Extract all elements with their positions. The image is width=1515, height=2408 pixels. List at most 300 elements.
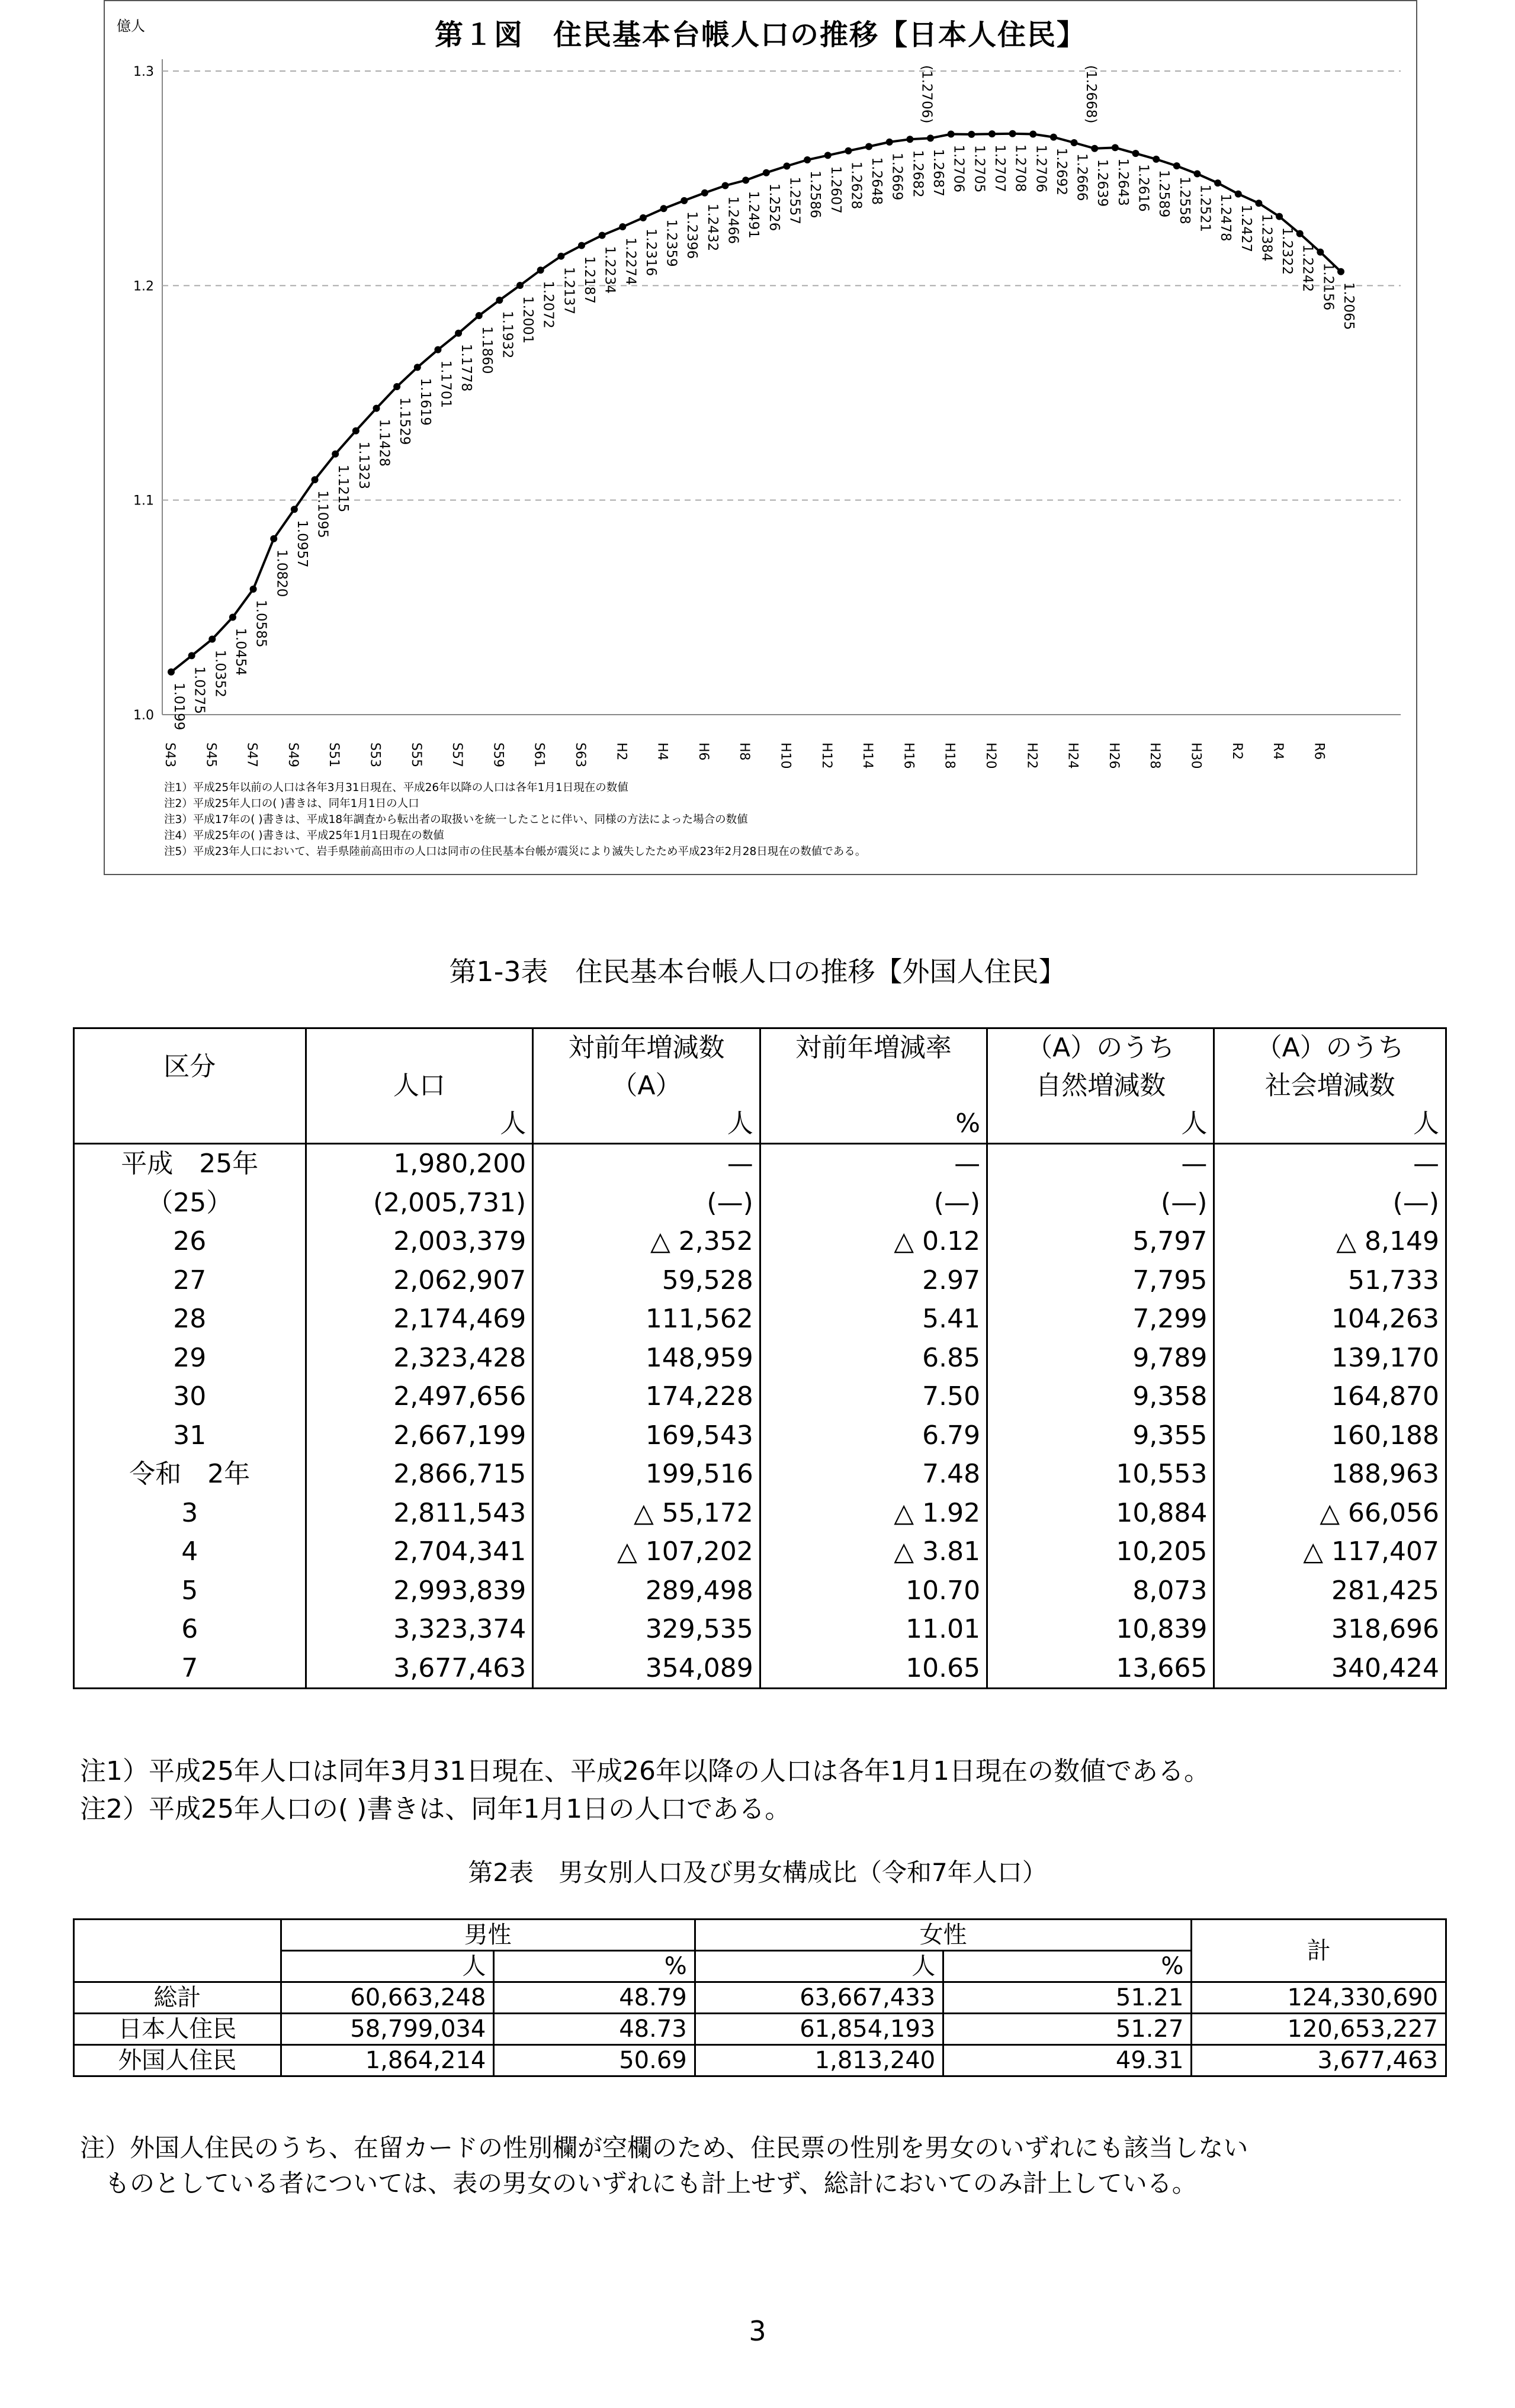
data-point	[865, 143, 872, 150]
row-label: 5	[74, 1571, 306, 1610]
x-tick-label: S49	[285, 742, 300, 767]
figure-title: 第１図 住民基本台帳人口の推移【日本人住民】	[434, 18, 1086, 52]
table-cell: 1,813,240	[695, 2045, 943, 2076]
table-cell: 11.01	[760, 1610, 987, 1649]
data-label: 1.2322	[1279, 227, 1295, 275]
table-row	[74, 1494, 1446, 1533]
data-point	[906, 136, 913, 143]
row-label: 総計	[74, 1982, 281, 2014]
table2-note: 注）外国人住民のうち、在留カードの性別欄が空欄のため、住民票の性別を男女のいずれにも該当しない	[80, 2133, 1248, 2162]
table2-title: 第2表 男女別人口及び男女構成比（令和7年人口）	[468, 1858, 1047, 1887]
row-label: 6	[74, 1610, 306, 1649]
header-unit: 人	[500, 1108, 527, 1139]
table-cell: 49.31	[943, 2045, 1192, 2076]
data-point	[1276, 213, 1283, 220]
data-point	[1255, 200, 1262, 207]
data-label: 1.2359	[663, 219, 679, 267]
row-label: 27	[74, 1261, 306, 1300]
table-cell: 148,959	[533, 1339, 760, 1378]
table13-note: 注1）平成25年人口は同年3月31日現在、平成26年以降の人口は各年1月1日現在の数値である。	[80, 1756, 1210, 1786]
data-point	[373, 405, 380, 412]
table-cell: 329,535	[533, 1610, 760, 1649]
data-point	[701, 189, 708, 197]
data-point	[988, 130, 996, 137]
table-cell: 10.65	[760, 1649, 987, 1689]
row-label: 7	[74, 1649, 306, 1689]
data-label: 1.2521	[1197, 184, 1213, 233]
table-cell: 1,864,214	[281, 2045, 494, 2076]
header-social-change	[1214, 1028, 1446, 1144]
table-cell: 63,667,433	[695, 1982, 943, 2014]
data-label: 1.2427	[1238, 204, 1254, 253]
data-label: 1.1428	[376, 419, 392, 467]
data-label: 1.1619	[417, 378, 433, 426]
table-cell: △ 2,352	[533, 1222, 760, 1261]
data-label: 1.1529	[397, 397, 413, 445]
table-cell: 51.21	[943, 1982, 1192, 2014]
x-tick-label: S43	[162, 742, 177, 767]
x-tick-label: H16	[901, 742, 916, 769]
table-cell: 120,653,227	[1192, 2014, 1446, 2045]
table-cell: △ 55,172	[533, 1494, 760, 1533]
data-label: 1.2526	[766, 183, 782, 232]
row-label: 外国人住民	[74, 2045, 281, 2076]
data-label: 1.2705	[971, 144, 987, 193]
header-unit: 人	[695, 1951, 943, 1982]
data-point	[1050, 134, 1057, 141]
table-cell: 169,543	[533, 1416, 760, 1455]
page-number: 3	[749, 2315, 766, 2347]
table-cell: △ 1.92	[760, 1494, 987, 1533]
data-point	[312, 476, 319, 483]
data-point	[1071, 139, 1078, 146]
data-label: 1.2558	[1176, 176, 1192, 224]
x-tick-label: S57	[450, 742, 465, 767]
x-tick-label: H2	[614, 742, 629, 761]
row-label: 平成 25年	[74, 1144, 306, 1184]
data-point	[968, 131, 975, 138]
table-cell: 51.27	[943, 2014, 1192, 2045]
table-cell: 10,884	[987, 1494, 1214, 1533]
data-point	[1214, 179, 1221, 187]
data-label: 1.2316	[643, 228, 659, 277]
table2-body	[74, 1982, 1446, 2076]
row-label: 3	[74, 1494, 306, 1533]
x-tick-label: S55	[408, 742, 423, 767]
table-cell: 160,188	[1214, 1416, 1446, 1455]
table-cell: 48.79	[494, 1982, 695, 2014]
table13-title: 第1-3表 住民基本台帳人口の推移【外国人住民】	[449, 956, 1066, 988]
data-label: 1.2648	[869, 157, 885, 205]
data-point	[1317, 249, 1324, 256]
row-label: 30	[74, 1377, 306, 1416]
row-label: 日本人住民	[74, 2014, 281, 2045]
data-label: 1.2557	[787, 176, 803, 224]
table2-note: ものとしている者については、表の男女のいずれにも計上せず、総計においてのみ計上している。	[80, 2169, 1197, 2198]
data-label: 1.2706	[1033, 144, 1049, 193]
data-label: 1.2607	[827, 166, 843, 214]
figure-notes	[164, 780, 866, 860]
x-tick-label: H10	[778, 742, 793, 769]
data-label: 1.2707	[991, 144, 1007, 192]
table-cell: 281,425	[1214, 1571, 1446, 1610]
table-cell: 7.50	[760, 1377, 987, 1416]
table-cell: 8,073	[987, 1571, 1214, 1610]
table-cell: 10,839	[987, 1610, 1214, 1649]
table-cell: 3,323,374	[306, 1610, 533, 1649]
x-tick-label: H22	[1024, 742, 1039, 769]
x-tick-label: S51	[326, 742, 342, 767]
data-label: 1.2234	[602, 246, 618, 294]
table-cell: 318,696	[1214, 1610, 1446, 1649]
table-cell: 2,993,839	[306, 1571, 533, 1610]
data-point	[1235, 191, 1242, 198]
table13-body	[74, 1144, 1446, 1689]
table-cell: 354,089	[533, 1649, 760, 1689]
data-point	[1009, 130, 1016, 137]
table-cell: 5.41	[760, 1300, 987, 1339]
data-label: 1.2639	[1094, 159, 1110, 207]
table-cell: 10,553	[987, 1455, 1214, 1494]
data-point	[619, 223, 626, 230]
data-label: 1.0957	[294, 520, 310, 568]
table-row	[74, 1571, 1446, 1610]
data-point	[742, 176, 749, 184]
data-point	[229, 614, 236, 621]
data-point	[332, 451, 339, 458]
data-label: 1.2065	[1341, 282, 1356, 330]
data-point	[1337, 268, 1344, 275]
table-cell: 2,811,543	[306, 1494, 533, 1533]
table-row	[74, 1222, 1446, 1261]
data-label: 1.2432	[704, 203, 720, 252]
row-label: （25）	[74, 1184, 306, 1223]
row-label: 令和 2年	[74, 1455, 306, 1494]
table-cell: 139,170	[1214, 1339, 1446, 1378]
table-row	[74, 1339, 1446, 1378]
x-tick-label: H6	[695, 742, 711, 761]
data-point	[393, 383, 400, 390]
data-point	[516, 282, 524, 289]
table-cell: 164,870	[1214, 1377, 1446, 1416]
data-point	[660, 205, 667, 212]
header-male: 男性	[281, 1920, 695, 1951]
data-label: 1.1215	[335, 464, 351, 513]
table-row	[74, 1610, 1446, 1649]
row-label: 31	[74, 1416, 306, 1455]
table-cell: △ 117,407	[1214, 1532, 1446, 1571]
data-label: 1.0352	[212, 650, 228, 697]
header-total: 計	[1192, 1920, 1446, 1982]
data-label: 1.2687	[930, 149, 946, 197]
header-change-label: 対前年増減数	[568, 1033, 725, 1063]
data-label: 1.2669	[889, 152, 905, 201]
header-blank	[74, 1920, 281, 1982]
data-label: 1.1860	[479, 326, 495, 374]
table-cell: 7,299	[987, 1300, 1214, 1339]
y-tick-label: 1.1	[133, 493, 154, 509]
header-change	[533, 1028, 760, 1144]
data-point	[1091, 145, 1098, 152]
x-tick-label: H24	[1065, 742, 1080, 769]
y-axis-unit: 億人	[117, 18, 145, 34]
table-cell: 1,980,200	[306, 1144, 533, 1184]
table-cell: 124,330,690	[1192, 1982, 1446, 2014]
data-label: 1.2616	[1135, 164, 1151, 212]
x-tick-label: R6	[1311, 742, 1327, 760]
data-label: 1.2156	[1320, 262, 1336, 311]
header-unit: 人	[281, 1951, 494, 1982]
table-cell: (—)	[1214, 1184, 1446, 1223]
table13-note: 注2）平成25年人口の( )書きは、同年1月1日の人口である。	[80, 1794, 791, 1824]
data-point	[270, 535, 277, 542]
table-cell: —	[760, 1144, 987, 1184]
header-unit: %	[943, 1951, 1192, 1982]
header-natural-label-b: 自然増減数	[1035, 1070, 1166, 1101]
x-tick-label: S47	[244, 742, 259, 767]
data-point	[927, 134, 934, 142]
table-cell: 58,799,034	[281, 2014, 494, 2045]
table-cell: 9,789	[987, 1339, 1214, 1378]
data-point	[578, 242, 585, 249]
x-tick-label: H20	[983, 742, 998, 769]
table-cell: (2,005,731)	[306, 1184, 533, 1223]
header-female: 女性	[695, 1920, 1192, 1951]
data-label: 1.1701	[438, 360, 454, 409]
data-point	[434, 346, 441, 353]
data-label: 1.2137	[561, 266, 577, 315]
data-label: 1.2478	[1218, 194, 1234, 242]
x-tick-label: S53	[367, 742, 383, 767]
data-label: 1.0199	[171, 682, 187, 731]
data-point	[1112, 144, 1119, 151]
header-unit: 人	[727, 1108, 753, 1139]
header-population-label: 人口	[393, 1070, 445, 1101]
data-label: 1.2666	[1074, 153, 1090, 201]
header-unit: %	[955, 1108, 981, 1139]
data-point	[537, 266, 544, 274]
data-point	[804, 156, 811, 163]
data-point	[722, 182, 729, 189]
header-category-label: 区分	[163, 1052, 216, 1082]
data-point	[599, 232, 606, 239]
x-tick-label: S59	[490, 742, 506, 767]
table-cell: 174,228	[533, 1377, 760, 1416]
header-category	[74, 1028, 306, 1144]
table-cell: 104,263	[1214, 1300, 1446, 1339]
figure-note: 注3）平成17年の( )書きは、平成18年調査から転出者の取扱いを統一したことに伴い、同様の方法によった場合の数値	[164, 814, 748, 826]
data-point	[1029, 131, 1036, 138]
data-label: 1.1778	[458, 343, 474, 392]
data-point	[250, 586, 257, 593]
figure-note: 注1）平成25年以前の人口は各年3月31日現在、平成26年以降の人口は各年1月1日現在の数値	[164, 782, 628, 794]
data-label: 1.0820	[274, 549, 290, 597]
table-cell: △ 3.81	[760, 1532, 987, 1571]
table-cell: 7,795	[987, 1261, 1214, 1300]
table-cell: 13,665	[987, 1649, 1214, 1689]
data-label: 1.2396	[684, 211, 700, 259]
data-point	[1193, 171, 1201, 178]
figure-note: 注4）平成25年の( )書きは、平成25年1月1日現在の数値	[164, 830, 444, 842]
data-label: 1.2682	[910, 150, 926, 198]
bracket-label: (1.2668)	[1083, 65, 1099, 124]
header-unit: 人	[1413, 1108, 1439, 1139]
table-cell: 5,797	[987, 1222, 1214, 1261]
data-point	[640, 214, 647, 221]
table-cell: 9,355	[987, 1416, 1214, 1455]
data-point	[414, 364, 421, 371]
figure-note: 注5）平成23年人口において、岩手県陸前高田市の人口は同市の住民基本台帳が震災により滅失したため平成23年2月28日現在の数値である。	[164, 845, 866, 858]
table-cell: 59,528	[533, 1261, 760, 1300]
data-label: 1.2274	[622, 237, 638, 285]
data-point	[1132, 150, 1140, 157]
table-cell: 199,516	[533, 1455, 760, 1494]
data-label: 1.2692	[1053, 147, 1069, 196]
table-row	[74, 1649, 1446, 1689]
x-tick-label: H18	[942, 742, 957, 769]
data-point	[476, 312, 483, 319]
bracket-label: (1.2706)	[919, 65, 935, 124]
table-cell: 61,854,193	[695, 2014, 943, 2045]
table-cell: 51,733	[1214, 1261, 1446, 1300]
x-tick-label: H14	[860, 742, 875, 769]
table-row	[74, 1982, 1446, 2014]
data-point	[948, 131, 955, 138]
row-label: 29	[74, 1339, 306, 1378]
data-point	[886, 139, 893, 146]
data-point	[845, 147, 852, 155]
data-point	[291, 506, 298, 513]
table-row	[74, 1455, 1446, 1494]
table-row	[74, 2045, 1446, 2076]
header-unit: %	[494, 1951, 695, 1982]
data-label: 1.2586	[807, 171, 823, 218]
table-cell: 2,062,907	[306, 1261, 533, 1300]
table-cell: 188,963	[1214, 1455, 1446, 1494]
y-tick-label: 1.0	[133, 708, 154, 723]
table-cell: 2,866,715	[306, 1455, 533, 1494]
data-point	[824, 152, 832, 159]
table-cell: △ 107,202	[533, 1532, 760, 1571]
data-label: 1.1932	[499, 310, 515, 359]
data-label: 1.2708	[1012, 144, 1028, 192]
data-label: 1.1323	[355, 441, 371, 490]
row-label: 4	[74, 1532, 306, 1571]
table-cell: —	[987, 1144, 1214, 1184]
table-cell: 6.79	[760, 1416, 987, 1455]
table-cell: 2,704,341	[306, 1532, 533, 1571]
table-cell: △ 0.12	[760, 1222, 987, 1261]
data-label: 1.2643	[1115, 158, 1131, 206]
data-point	[352, 427, 360, 435]
table-row	[74, 1377, 1446, 1416]
table-row	[74, 1416, 1446, 1455]
data-label: 1.2466	[725, 196, 741, 244]
header-population	[306, 1028, 533, 1144]
data-label: 1.0454	[232, 628, 248, 676]
x-tick-label: H8	[737, 742, 752, 761]
header-social-label-a: （A）のうち	[1256, 1033, 1404, 1063]
header-natural-change	[987, 1028, 1214, 1144]
table-cell: 2,497,656	[306, 1377, 533, 1416]
foreign-resident-population-table	[73, 1027, 1447, 1689]
data-point	[455, 330, 462, 337]
table-cell: —	[533, 1144, 760, 1184]
header-change-rate	[760, 1028, 987, 1144]
table-cell: 340,424	[1214, 1649, 1446, 1689]
x-tick-label: H12	[819, 742, 834, 769]
data-label: 1.0585	[253, 600, 269, 648]
table-row	[74, 1184, 1446, 1223]
table-cell: 2,667,199	[306, 1416, 533, 1455]
data-label: 1.1095	[314, 490, 330, 538]
data-point	[557, 253, 564, 260]
x-tick-label: H26	[1106, 742, 1121, 769]
data-label: 1.2072	[540, 281, 556, 329]
data-label: 1.2187	[581, 256, 597, 304]
data-point	[1296, 230, 1304, 237]
x-tick-label: H4	[654, 742, 670, 761]
header-social-label-b: 社会増減数	[1264, 1070, 1395, 1101]
x-tick-label: S61	[531, 742, 547, 767]
table-cell: 289,498	[533, 1571, 760, 1610]
data-label: 1.2589	[1156, 169, 1172, 218]
table-cell: 2,323,428	[306, 1339, 533, 1378]
data-label: 1.2242	[1299, 244, 1315, 292]
x-tick-label: H30	[1188, 742, 1203, 769]
x-tick-label: S63	[572, 742, 588, 767]
data-point	[188, 652, 195, 659]
x-tick-label: R2	[1229, 742, 1244, 760]
y-tick-label: 1.2	[133, 279, 154, 294]
table-cell: 2,174,469	[306, 1300, 533, 1339]
table-cell: 7.48	[760, 1455, 987, 1494]
table-row	[74, 1300, 1446, 1339]
figure-note: 注2）平成25年人口の( )書きは、同年1月1日の人口	[164, 798, 419, 810]
header-unit: 人	[1181, 1108, 1208, 1139]
data-label: 1.2491	[746, 191, 762, 239]
data-point	[496, 297, 503, 304]
table-cell: (—)	[987, 1184, 1214, 1223]
table-cell: 60,663,248	[281, 1982, 494, 2014]
row-label: 26	[74, 1222, 306, 1261]
x-tick-label: S45	[203, 742, 219, 767]
data-point	[681, 197, 688, 204]
data-point	[1173, 162, 1180, 169]
table-cell: —	[1214, 1144, 1446, 1184]
table-cell: 2.97	[760, 1261, 987, 1300]
header-change-rate-label: 対前年増減率	[795, 1033, 952, 1063]
data-point	[168, 668, 175, 676]
table-row	[74, 2014, 1446, 2045]
table-cell: (—)	[533, 1184, 760, 1223]
table-cell: 48.73	[494, 2014, 695, 2045]
row-label: 28	[74, 1300, 306, 1339]
table-cell: 3,677,463	[1192, 2045, 1446, 2076]
data-point	[763, 169, 770, 176]
data-point	[1153, 156, 1160, 163]
data-label: 1.0275	[191, 666, 207, 714]
y-tick-label: 1.3	[133, 65, 154, 79]
data-label: 1.2706	[951, 144, 967, 193]
table-cell: 111,562	[533, 1300, 760, 1339]
table-row	[74, 1144, 1446, 1184]
table-cell: △ 8,149	[1214, 1222, 1446, 1261]
data-point	[783, 163, 790, 170]
header-natural-label-a: （A）のうち	[1026, 1033, 1175, 1063]
table-cell: (—)	[760, 1184, 987, 1223]
table-cell: 10.70	[760, 1571, 987, 1610]
